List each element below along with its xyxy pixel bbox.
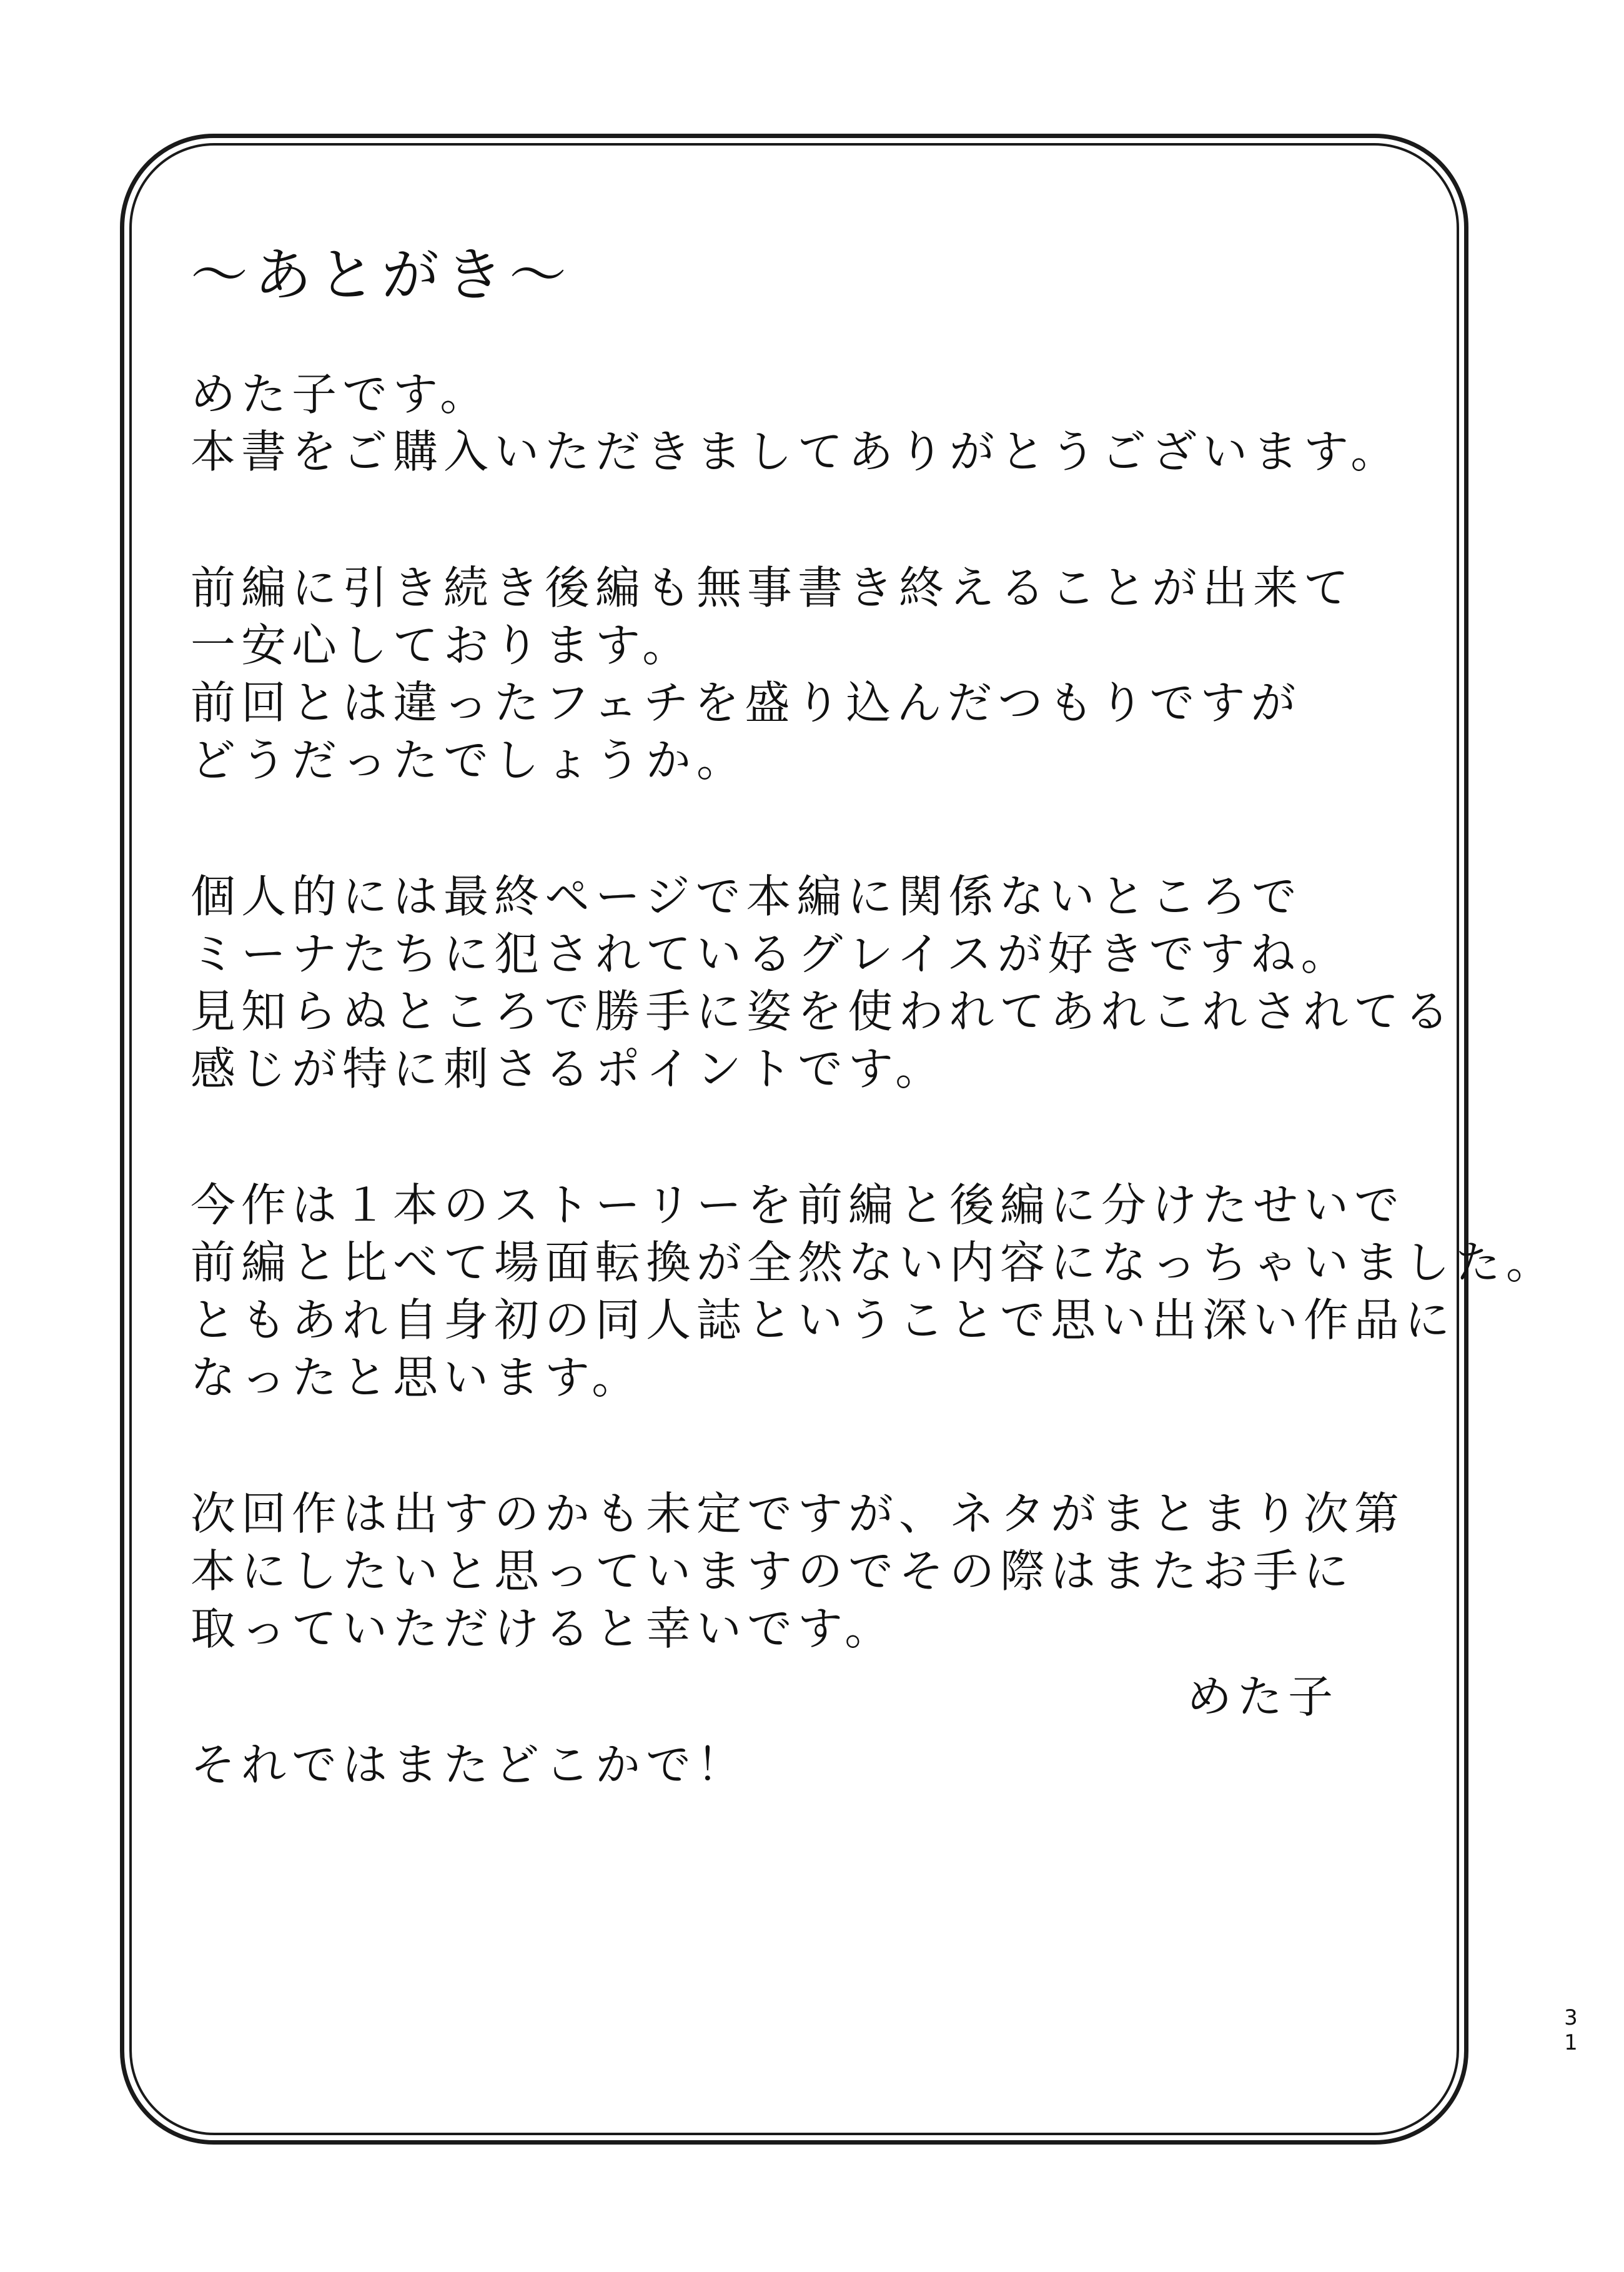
text-line: なったと思います。	[191, 1351, 643, 1404]
page-number	[1562, 2005, 1580, 2055]
text-line: 前編と比べて場面転換が全然ない内容になっちゃいました。	[191, 1236, 1557, 1289]
text-line: 前編に引き続き後編も無事書き終えることが出来て	[191, 562, 1355, 614]
author-signature: めた子	[1187, 1670, 1339, 1723]
text-line: 個人的には最終ページで本編に関係ないところで	[191, 870, 1302, 923]
text-line: ミーナたちに犯されているグレイスが好きですね。	[191, 928, 1352, 980]
page-number-digit: 3	[1564, 2005, 1578, 2030]
afterword-title: ～あとがき～	[191, 242, 573, 309]
text-line: 感じが特に刺さるポイントです。	[191, 1043, 946, 1095]
text-line: それではまたどこかで！	[191, 1739, 748, 1791]
text-line: どうだったでしょうか。	[191, 734, 748, 786]
text-line: 本書をご購入いただきましてありがとうございます。	[191, 425, 1402, 478]
page-number-digit: 1	[1564, 2030, 1578, 2055]
afterword-body	[191, 365, 1557, 1793]
text-line: ともあれ自身初の同人誌ということで思い出深い作品に	[191, 1294, 1456, 1346]
text-line: 前回とは違ったフェチを盛り込んだつもりですが	[191, 677, 1302, 729]
text-line: 本にしたいと思っていますのでその際はまたお手に	[191, 1545, 1355, 1597]
text-line: 次回作は出すのかも未定ですが、ネタがまとまり次第	[191, 1487, 1405, 1540]
text-line: 見知らぬところで勝手に姿を使われてあれこれされてる	[191, 985, 1455, 1038]
text-line: 一安心しております。	[191, 619, 693, 672]
text-line: 取っていただけると幸いです。	[191, 1602, 896, 1655]
text-line: めた子です。	[191, 368, 491, 420]
text-line: 今作は１本のストーリーを前編と後編に分けたせいで	[191, 1179, 1405, 1231]
